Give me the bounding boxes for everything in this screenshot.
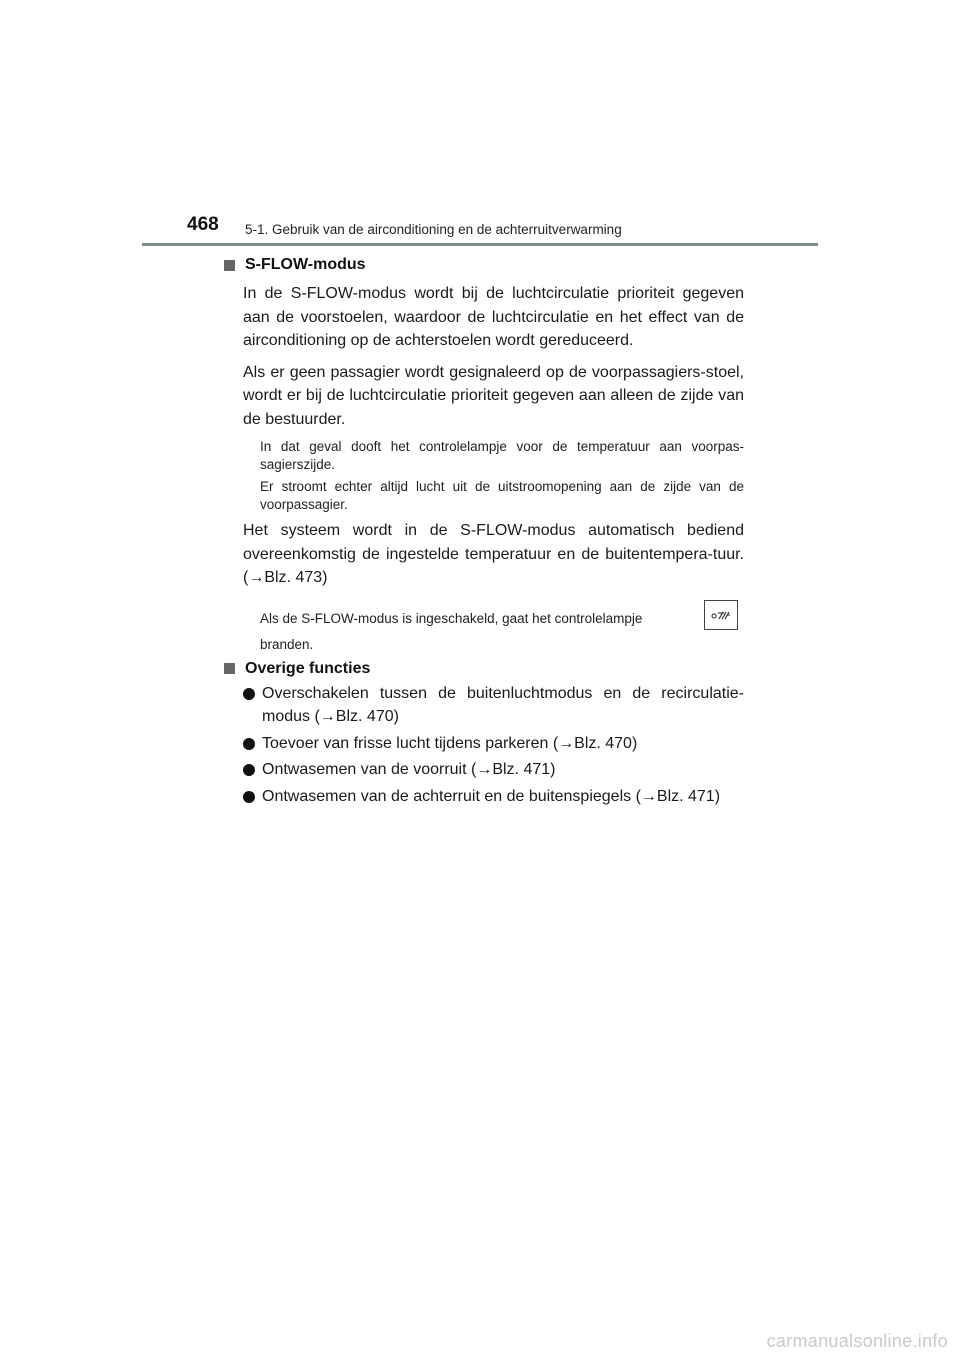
watermark: carmanualsonline.info [766, 1331, 948, 1351]
list-item-text: Ontwasemen van de voorruit (→Blz. 471) [262, 761, 556, 778]
section-heading-sflow [222, 254, 744, 276]
indicator-text-line-2: branden. [260, 636, 314, 652]
sflow-paragraph-3: Het systeem wordt in de S-FLOW-modus automatisch bediend overeenkomstig de ingestelde temperatuur en de buitentempera-tuur. (→Blz. 473) [243, 522, 744, 586]
sflow-paragraph-1: In de S-FLOW-modus wordt bij de luchtcirculatie prioriteit gegeven aan de voorstoelen, waardoor de luchtcirculatie en het effect van de airconditioning op de achterstoelen wordt gereduceerd. [243, 285, 744, 349]
list-item-text: Ontwasemen van de achterruit en de buitenspiegels (→Blz. 471) [262, 787, 721, 805]
list-item [243, 732, 744, 756]
section-heading-text: S-FLOW-modus [245, 256, 366, 273]
sflow-note-1: In dat geval dooft het controlelampje voor de temperatuur aan voorpas-sagierszijde. [260, 439, 744, 472]
page-content [222, 254, 744, 808]
bullet-dot-icon [243, 688, 255, 700]
square-bullet-icon [224, 663, 235, 674]
bullet-dot-icon [243, 738, 255, 750]
list-item [243, 785, 744, 809]
sflow-paragraph-2: Als er geen passagier wordt gesignaleerd op de voorpassagiers-stoel, wordt er bij de luchtcirculatie prioriteit gegeven aan alleen de zijde van de bestuurder. [243, 363, 744, 428]
sflow-indicator-note [260, 600, 744, 654]
page-number: 468 [187, 214, 219, 235]
bullet-dot-icon [243, 791, 255, 803]
section-heading-other [222, 658, 744, 680]
sflow-note-2: Er stroomt echter altijd lucht uit de uitstroomopening aan de zijde van de voorpassagier. [260, 479, 744, 512]
list-item-text: Overschakelen tussen de buitenluchtmodus en de recirculatie-modus (→Blz. 470) [262, 684, 744, 725]
list-item-text: Toevoer van frisse lucht tijdens parkeren (→Blz. 470) [262, 734, 638, 752]
s-flow-indicator-icon [704, 600, 738, 630]
header-divider [142, 243, 818, 246]
square-bullet-icon [224, 260, 235, 271]
indicator-text-line-1: Als de S-FLOW-modus is ingeschakeld, gaat het controlelampje [260, 610, 643, 626]
list-item [243, 682, 744, 729]
list-item [243, 758, 744, 782]
section-heading-text: Overige functies [245, 659, 371, 677]
chapter-title: 5-1. Gebruik van de airconditioning en de achterruitverwarming [245, 222, 622, 237]
bullet-dot-icon [243, 764, 255, 776]
